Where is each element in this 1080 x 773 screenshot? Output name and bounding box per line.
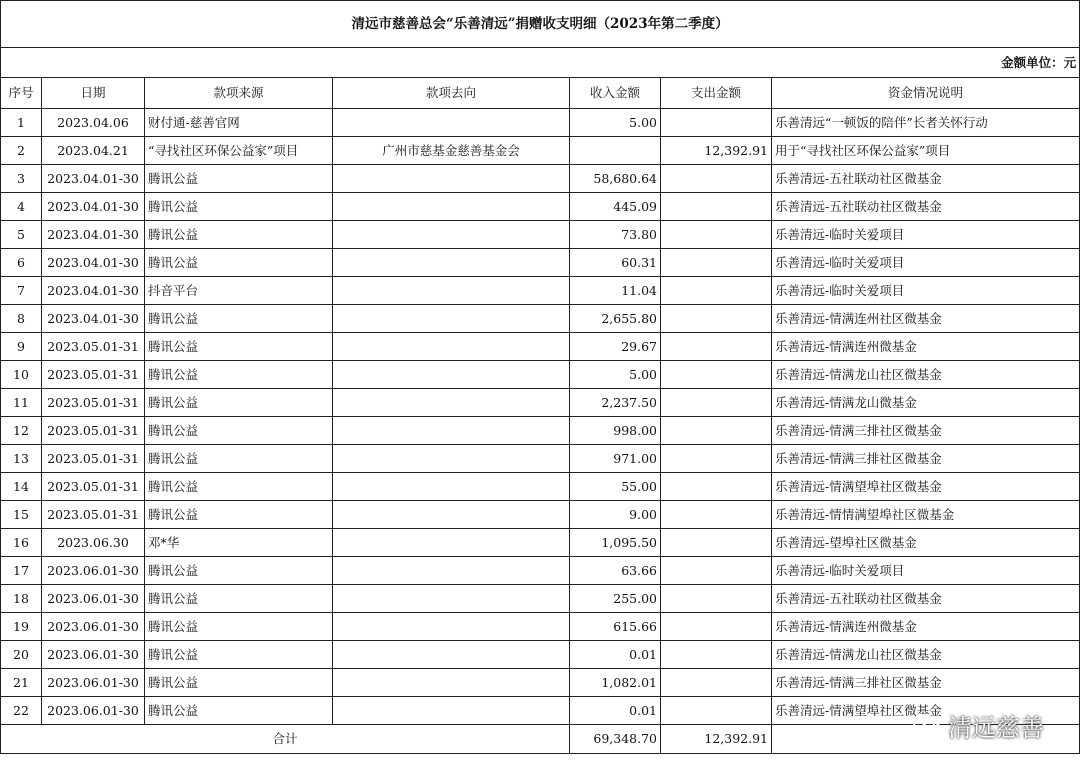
table-cell: 1,082.01 <box>570 669 661 697</box>
table-cell: 乐善清远-情满龙山社区微基金 <box>772 641 1080 669</box>
table-cell: 腾讯公益 <box>145 697 333 725</box>
header-row <box>1 78 1080 109</box>
header-cell: 序号 <box>1 78 42 109</box>
watermark <box>912 708 1044 743</box>
table-cell: 乐善清远-五社联动社区微基金 <box>772 585 1080 613</box>
table-cell <box>333 277 570 305</box>
table-row <box>1 109 1080 137</box>
table-title: 清远市慈善总会“乐善清远”捐赠收支明细（2023年第二季度） <box>1 1 1080 48</box>
table-cell: 18 <box>1 585 42 613</box>
table-row <box>1 333 1080 361</box>
table-cell <box>661 557 772 585</box>
table-row <box>1 165 1080 193</box>
table-cell: 2023.04.01-30 <box>42 165 145 193</box>
table-cell <box>661 305 772 333</box>
table-cell <box>333 445 570 473</box>
table-cell <box>333 109 570 137</box>
table-cell: 21 <box>1 669 42 697</box>
table-row <box>1 529 1080 557</box>
total-income: 69,348.70 <box>570 725 661 754</box>
table-row <box>1 473 1080 501</box>
table-cell: 2023.04.01-30 <box>42 249 145 277</box>
watermark-text: 清远慈善 <box>948 714 1044 742</box>
table-cell: 2023.06.01-30 <box>42 585 145 613</box>
table-row <box>1 669 1080 697</box>
table-cell: 4 <box>1 193 42 221</box>
table-cell <box>333 333 570 361</box>
table-cell <box>333 221 570 249</box>
table-cell <box>333 529 570 557</box>
table-row <box>1 641 1080 669</box>
table-cell: 乐善清远-五社联动社区微基金 <box>772 193 1080 221</box>
table-cell <box>661 221 772 249</box>
table-cell: 乐善清远-临时关爱项目 <box>772 221 1080 249</box>
table-cell <box>333 697 570 725</box>
table-cell <box>661 445 772 473</box>
table-cell: 乐善清远-临时关爱项目 <box>772 277 1080 305</box>
table-cell <box>333 641 570 669</box>
table-cell <box>333 557 570 585</box>
table-cell: 6 <box>1 249 42 277</box>
table-cell: 5.00 <box>570 361 661 389</box>
table-cell: 63.66 <box>570 557 661 585</box>
table-cell: 2023.04.06 <box>42 109 145 137</box>
table-cell: 腾讯公益 <box>145 613 333 641</box>
table-cell: 财付通-慈善官网 <box>145 109 333 137</box>
table-cell: 腾讯公益 <box>145 333 333 361</box>
table-cell: “寻找社区环保公益家”项目 <box>145 137 333 165</box>
table-cell: 19 <box>1 613 42 641</box>
table-row <box>1 417 1080 445</box>
table-cell: 乐善清远-情满龙山微基金 <box>772 389 1080 417</box>
table-cell: 2023.06.01-30 <box>42 697 145 725</box>
table-cell: 腾讯公益 <box>145 305 333 333</box>
table-cell: 60.31 <box>570 249 661 277</box>
table-cell <box>333 305 570 333</box>
table-cell: 1,095.50 <box>570 529 661 557</box>
table-cell: 2023.04.01-30 <box>42 305 145 333</box>
table-cell <box>333 165 570 193</box>
table-cell <box>661 529 772 557</box>
table-cell: 14 <box>1 473 42 501</box>
table-cell: 腾讯公益 <box>145 585 333 613</box>
table-cell <box>661 613 772 641</box>
header-cell: 款项来源 <box>145 78 333 109</box>
table-cell: 15 <box>1 501 42 529</box>
table-cell: 乐善清远-情满三排社区微基金 <box>772 417 1080 445</box>
table-row <box>1 585 1080 613</box>
wechat-icon <box>912 713 942 739</box>
table-row <box>1 249 1080 277</box>
table-cell: 乐善清远-临时关爱项目 <box>772 249 1080 277</box>
table-cell: 2023.05.01-31 <box>42 361 145 389</box>
table-cell: 乐善清远-情满连州微基金 <box>772 613 1080 641</box>
table-cell: 12,392.91 <box>661 137 772 165</box>
table-cell: 9.00 <box>570 501 661 529</box>
table-cell: 乐善清远-临时关爱项目 <box>772 557 1080 585</box>
table-cell: 22 <box>1 697 42 725</box>
table-cell: 2023.05.01-31 <box>42 333 145 361</box>
table-cell <box>661 193 772 221</box>
table-cell: 乐善清远-情情满望埠社区微基金 <box>772 501 1080 529</box>
table-cell <box>333 613 570 641</box>
table-cell: 2,655.80 <box>570 305 661 333</box>
table-cell: 2023.06.01-30 <box>42 641 145 669</box>
table-cell <box>661 417 772 445</box>
table-cell: 邓*华 <box>145 529 333 557</box>
table-cell: 广州市慈基金慈善基金会 <box>333 137 570 165</box>
table-cell <box>333 193 570 221</box>
table-cell: 腾讯公益 <box>145 165 333 193</box>
table-row <box>1 137 1080 165</box>
table-cell: 10 <box>1 361 42 389</box>
table-cell: 2023.05.01-31 <box>42 501 145 529</box>
total-label: 合计 <box>1 725 570 754</box>
table-cell: 9 <box>1 333 42 361</box>
table-cell: 2023.04.21 <box>42 137 145 165</box>
table-cell: 腾讯公益 <box>145 445 333 473</box>
table-cell: 615.66 <box>570 613 661 641</box>
header-cell: 资金情况说明 <box>772 78 1080 109</box>
table-row <box>1 557 1080 585</box>
table-cell: 2023.05.01-31 <box>42 473 145 501</box>
table-cell <box>661 641 772 669</box>
header-cell: 支出金额 <box>661 78 772 109</box>
table-cell <box>661 501 772 529</box>
table-cell <box>661 249 772 277</box>
table-cell: 2023.05.01-31 <box>42 417 145 445</box>
table-cell: 2 <box>1 137 42 165</box>
table-cell: 乐善清远“一顿饭的陪伴”长者关怀行动 <box>772 109 1080 137</box>
table-cell <box>661 697 772 725</box>
table-cell: 乐善清远-情满望埠社区微基金 <box>772 697 1080 725</box>
table-cell: 乐善清远-望埠社区微基金 <box>772 529 1080 557</box>
table-cell: 3 <box>1 165 42 193</box>
table-cell: 12 <box>1 417 42 445</box>
table-cell: 29.67 <box>570 333 661 361</box>
table-cell: 腾讯公益 <box>145 193 333 221</box>
total-expense: 12,392.91 <box>661 725 772 754</box>
table-cell <box>333 417 570 445</box>
table-cell: 2023.06.30 <box>42 529 145 557</box>
table-row <box>1 193 1080 221</box>
table-cell <box>661 669 772 697</box>
table-row <box>1 445 1080 473</box>
table-cell: 55.00 <box>570 473 661 501</box>
table-cell: 腾讯公益 <box>145 417 333 445</box>
table-cell: 971.00 <box>570 445 661 473</box>
table-cell: 乐善清远-情满望埠社区微基金 <box>772 473 1080 501</box>
table-row <box>1 501 1080 529</box>
table-cell: 抖音平台 <box>145 277 333 305</box>
table-cell <box>333 669 570 697</box>
table-cell: 腾讯公益 <box>145 557 333 585</box>
table-cell: 5.00 <box>570 109 661 137</box>
table-cell: 16 <box>1 529 42 557</box>
table-cell: 腾讯公益 <box>145 361 333 389</box>
table-cell: 445.09 <box>570 193 661 221</box>
table-cell: 2,237.50 <box>570 389 661 417</box>
table-cell: 11.04 <box>570 277 661 305</box>
table-cell: 2023.06.01-30 <box>42 669 145 697</box>
header-cell: 收入金额 <box>570 78 661 109</box>
table-cell: 7 <box>1 277 42 305</box>
table-cell: 乐善清远-情满三排社区微基金 <box>772 445 1080 473</box>
table-cell: 2023.06.01-30 <box>42 557 145 585</box>
table-cell: 58,680.64 <box>570 165 661 193</box>
table-cell: 乐善清远-情满连州微基金 <box>772 333 1080 361</box>
table-cell <box>333 473 570 501</box>
table-cell <box>333 389 570 417</box>
table-cell: 腾讯公益 <box>145 473 333 501</box>
table-cell: 0.01 <box>570 697 661 725</box>
table-cell: 2023.05.01-31 <box>42 445 145 473</box>
table-cell: 11 <box>1 389 42 417</box>
table-cell <box>661 389 772 417</box>
table-cell: 乐善清远-情满三排社区微基金 <box>772 669 1080 697</box>
header-cell: 款项去向 <box>333 78 570 109</box>
table-cell: 腾讯公益 <box>145 501 333 529</box>
table-cell: 腾讯公益 <box>145 249 333 277</box>
table-cell: 腾讯公益 <box>145 669 333 697</box>
table-cell <box>333 501 570 529</box>
table-cell <box>661 473 772 501</box>
table-cell <box>570 137 661 165</box>
table-row <box>1 305 1080 333</box>
table-cell: 20 <box>1 641 42 669</box>
table-row <box>1 389 1080 417</box>
table-row <box>1 613 1080 641</box>
table-cell: 2023.06.01-30 <box>42 613 145 641</box>
table-row <box>1 277 1080 305</box>
table-cell: 998.00 <box>570 417 661 445</box>
table-cell <box>661 361 772 389</box>
table-cell: 2023.04.01-30 <box>42 221 145 249</box>
table-cell: 腾讯公益 <box>145 389 333 417</box>
table-cell <box>661 277 772 305</box>
table-cell: 乐善清远-情满连州社区微基金 <box>772 305 1080 333</box>
table-cell: 乐善清远-情满龙山社区微基金 <box>772 361 1080 389</box>
table-cell: 73.80 <box>570 221 661 249</box>
header-cell: 日期 <box>42 78 145 109</box>
unit-label: 金额单位：元 <box>1 48 1080 78</box>
table-cell: 乐善清远-五社联动社区微基金 <box>772 165 1080 193</box>
table-cell: 17 <box>1 557 42 585</box>
table-cell: 13 <box>1 445 42 473</box>
table-cell <box>333 585 570 613</box>
table-cell: 腾讯公益 <box>145 641 333 669</box>
table-cell: 8 <box>1 305 42 333</box>
table-cell <box>333 361 570 389</box>
table-cell <box>661 333 772 361</box>
table-row <box>1 221 1080 249</box>
table-cell: 用于“寻找社区环保公益家”项目 <box>772 137 1080 165</box>
table-cell <box>661 165 772 193</box>
table-cell: 2023.04.01-30 <box>42 277 145 305</box>
table-cell: 0.01 <box>570 641 661 669</box>
table-cell: 2023.04.01-30 <box>42 193 145 221</box>
table-cell: 1 <box>1 109 42 137</box>
table-row <box>1 361 1080 389</box>
table-cell: 255.00 <box>570 585 661 613</box>
table-cell: 5 <box>1 221 42 249</box>
table-cell: 2023.05.01-31 <box>42 389 145 417</box>
table-cell <box>661 109 772 137</box>
table-cell: 腾讯公益 <box>145 221 333 249</box>
table-cell <box>333 249 570 277</box>
table-cell <box>661 585 772 613</box>
